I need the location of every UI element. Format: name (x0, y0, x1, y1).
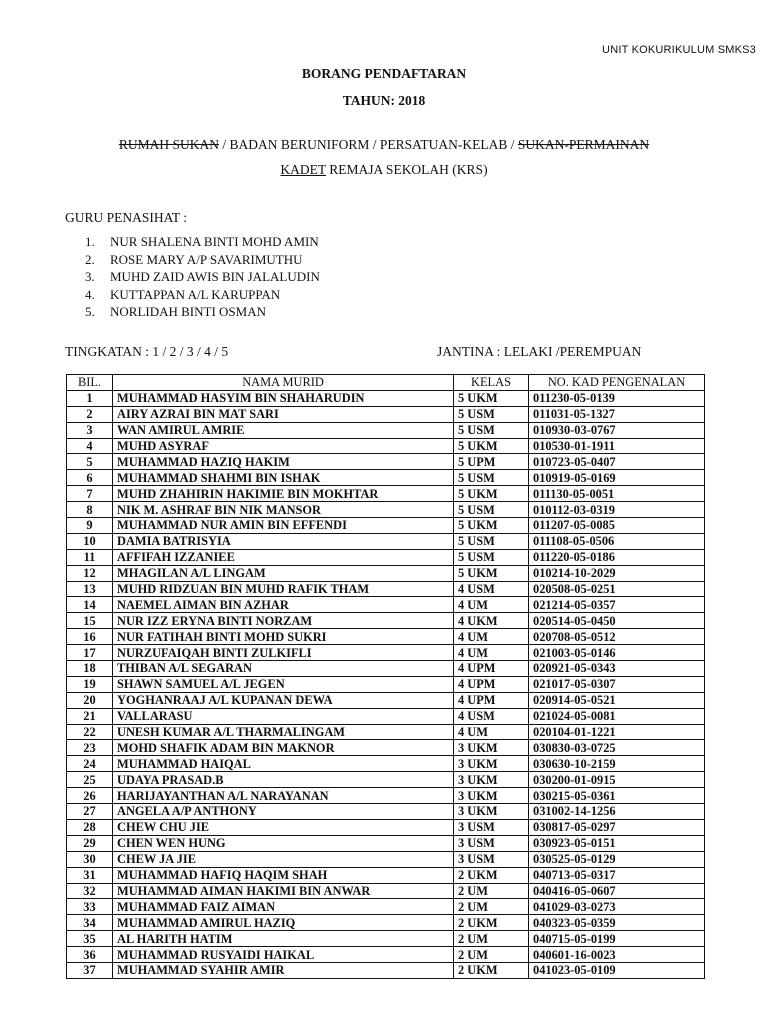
cell-bil: 29 (67, 835, 113, 851)
cell-kelas: 3 UKM (454, 772, 529, 788)
cell-bil: 33 (67, 899, 113, 915)
cell-nama-murid: MUHD ASYRAF (113, 438, 454, 454)
cell-nama-murid: NURZUFAIQAH BINTI ZULKIFLI (113, 645, 454, 661)
cell-bil: 28 (67, 819, 113, 835)
advisor-name: NORLIDAH BINTI OSMAN (110, 304, 266, 319)
cell-nama-murid: MUHAMMAD SYAHIR AMIR (113, 962, 454, 978)
cell-ic-number: 030630-10-2159 (529, 756, 705, 772)
table-row (67, 740, 705, 756)
cell-bil: 20 (67, 692, 113, 708)
cell-kelas: 5 USM (454, 549, 529, 565)
cell-kelas: 5 UKM (454, 518, 529, 534)
cell-ic-number: 030817-05-0297 (529, 819, 705, 835)
cell-ic-number: 011220-05-0186 (529, 549, 705, 565)
cell-ic-number: 010214-10-2029 (529, 565, 705, 581)
cell-nama-murid: MUHAMMAD RUSYAIDI HAIKAL (113, 947, 454, 963)
cell-kelas: 4 UM (454, 724, 529, 740)
table-row (67, 804, 705, 820)
cell-ic-number: 021214-05-0357 (529, 597, 705, 613)
cell-nama-murid: CHEW JA JIE (113, 851, 454, 867)
table-row (67, 565, 705, 581)
cell-bil: 13 (67, 581, 113, 597)
cell-nama-murid: AIRY AZRAI BIN MAT SARI (113, 406, 454, 422)
cell-ic-number: 021024-05-0081 (529, 708, 705, 724)
cell-bil: 7 (67, 486, 113, 502)
cell-kelas: 2 UKM (454, 962, 529, 978)
advisor-number: 1. (85, 234, 95, 249)
cell-nama-murid: MUHD RIDZUAN BIN MUHD RAFIK THAM (113, 581, 454, 597)
cell-ic-number: 011230-05-0139 (529, 390, 705, 406)
cell-bil: 2 (67, 406, 113, 422)
table-row (67, 549, 705, 565)
cell-bil: 6 (67, 470, 113, 486)
table-row (67, 692, 705, 708)
table-row (67, 597, 705, 613)
table-row (67, 486, 705, 502)
cell-bil: 36 (67, 947, 113, 963)
cell-nama-murid: VALLARASU (113, 708, 454, 724)
cell-bil: 34 (67, 915, 113, 931)
cell-nama-murid: MOHD SHAFIK ADAM BIN MAKNOR (113, 740, 454, 756)
cell-kelas: 5 UPM (454, 454, 529, 470)
cell-ic-number: 020914-05-0521 (529, 692, 705, 708)
cell-kelas: 2 UKM (454, 915, 529, 931)
cell-bil: 17 (67, 645, 113, 661)
table-row (67, 422, 705, 438)
table-row (67, 819, 705, 835)
table-row (67, 438, 705, 454)
cell-bil: 1 (67, 390, 113, 406)
table-row (67, 947, 705, 963)
cell-kelas: 4 UPM (454, 692, 529, 708)
table-row (67, 851, 705, 867)
cell-kelas: 4 UM (454, 629, 529, 645)
cell-kelas: 4 UPM (454, 661, 529, 677)
cell-nama-murid: SHAWN SAMUEL A/L JEGEN (113, 676, 454, 692)
table-row (67, 533, 705, 549)
gender-field: JANTINA : LELAKI /PEREMPUAN (437, 344, 642, 359)
table-row (67, 772, 705, 788)
cell-nama-murid: NAEMEL AIMAN BIN AZHAR (113, 597, 454, 613)
category-middle: / BADAN BERUNIFORM / PERSATUAN-KELAB / (218, 137, 518, 152)
cell-kelas: 4 UM (454, 597, 529, 613)
cell-bil: 15 (67, 613, 113, 629)
club-kadet: KADET (280, 162, 326, 177)
table-row (67, 756, 705, 772)
table-row (67, 708, 705, 724)
cell-bil: 10 (67, 533, 113, 549)
cell-nama-murid: NIK M. ASHRAF BIN NIK MANSOR (113, 502, 454, 518)
registration-table (66, 374, 705, 979)
cell-nama-murid: THIBAN A/L SEGARAN (113, 661, 454, 677)
table-row (67, 676, 705, 692)
cell-ic-number: 041023-05-0109 (529, 962, 705, 978)
table-row (67, 581, 705, 597)
table-row (67, 883, 705, 899)
advisor-number: 4. (85, 286, 95, 302)
cell-ic-number: 010530-01-1911 (529, 438, 705, 454)
table-row (67, 962, 705, 978)
form-level: TINGKATAN : 1 / 2 / 3 / 4 / 5 (65, 344, 229, 359)
cell-kelas: 5 USM (454, 406, 529, 422)
cell-nama-murid: MUHAMMAD HASYIM BIN SHAHARUDIN (113, 390, 454, 406)
cell-nama-murid: AFFIFAH IZZANIEE (113, 549, 454, 565)
header-no-kad-pengenalan: NO. KAD PENGENALAN (529, 375, 705, 391)
cell-bil: 22 (67, 724, 113, 740)
club-name (0, 162, 768, 178)
table-row (67, 661, 705, 677)
cell-bil: 3 (67, 422, 113, 438)
cell-ic-number: 020508-05-0251 (529, 581, 705, 597)
table-row (67, 502, 705, 518)
table-header-row (67, 375, 705, 391)
table-row (67, 470, 705, 486)
cell-kelas: 5 USM (454, 422, 529, 438)
cell-nama-murid: ANGELA A/P ANTHONY (113, 804, 454, 820)
advisor-label: GURU PENASIHAT : (65, 210, 188, 225)
cell-nama-murid: MHAGILAN A/L LINGAM (113, 565, 454, 581)
cell-ic-number: 040323-05-0359 (529, 915, 705, 931)
cell-kelas: 5 UKM (454, 438, 529, 454)
category-rumah-sukan: RUMAH SUKAN (118, 137, 219, 152)
cell-ic-number: 030830-03-0725 (529, 740, 705, 756)
cell-ic-number: 040715-05-0199 (529, 931, 705, 947)
category-line (0, 137, 768, 153)
advisor-item (85, 233, 320, 251)
cell-kelas: 4 USM (454, 581, 529, 597)
cell-kelas: 3 UKM (454, 788, 529, 804)
cell-kelas: 2 UKM (454, 867, 529, 883)
cell-nama-murid: MUHAMMAD HAIQAL (113, 756, 454, 772)
cell-kelas: 3 USM (454, 835, 529, 851)
advisor-number: 3. (85, 269, 95, 284)
cell-nama-murid: CHEW CHU JIE (113, 819, 454, 835)
cell-bil: 14 (67, 597, 113, 613)
cell-bil: 8 (67, 502, 113, 518)
cell-bil: 16 (67, 629, 113, 645)
cell-bil: 37 (67, 962, 113, 978)
cell-nama-murid: MUHAMMAD NUR AMIN BIN EFFENDI (113, 518, 454, 534)
cell-nama-murid: MUHAMMAD AMIRUL HAZIQ (113, 915, 454, 931)
cell-kelas: 5 UKM (454, 486, 529, 502)
cell-nama-murid: NUR FATIHAH BINTI MOHD SUKRI (113, 629, 454, 645)
cell-bil: 9 (67, 518, 113, 534)
cell-kelas: 2 UM (454, 883, 529, 899)
advisor-name: NUR SHALENA BINTI MOHD AMIN (110, 234, 319, 249)
advisor-number: 5. (85, 304, 95, 319)
cell-ic-number: 031002-14-1256 (529, 804, 705, 820)
cell-ic-number: 021017-05-0307 (529, 676, 705, 692)
cell-kelas: 5 UKM (454, 390, 529, 406)
cell-bil: 4 (67, 438, 113, 454)
cell-ic-number: 020514-05-0450 (529, 613, 705, 629)
cell-nama-murid: HARIJAYANTHAN A/L NARAYANAN (113, 788, 454, 804)
cell-ic-number: 030923-05-0151 (529, 835, 705, 851)
advisor-name: KUTTAPPAN A/L KARUPPAN (110, 286, 281, 302)
cell-ic-number: 030200-01-0915 (529, 772, 705, 788)
cell-ic-number: 010112-03-0319 (529, 502, 705, 518)
form-year: TAHUN: 2018 (342, 93, 426, 108)
advisor-item (85, 303, 320, 321)
advisor-list (85, 233, 320, 321)
cell-bil: 23 (67, 740, 113, 756)
advisor-name: ROSE MARY A/P SAVARIMUTHU (110, 251, 303, 267)
cell-nama-murid: YOGHANRAAJ A/L KUPANAN DEWA (113, 692, 454, 708)
table-row (67, 915, 705, 931)
cell-nama-murid: MUHAMMAD HAFIQ HAQIM SHAH (113, 867, 454, 883)
cell-bil: 27 (67, 804, 113, 820)
cell-kelas: 5 USM (454, 533, 529, 549)
cell-ic-number: 020921-05-0343 (529, 661, 705, 677)
cell-kelas: 5 USM (454, 470, 529, 486)
cell-bil: 26 (67, 788, 113, 804)
cell-kelas: 4 UM (454, 645, 529, 661)
cell-ic-number: 020708-05-0512 (529, 629, 705, 645)
cell-bil: 30 (67, 851, 113, 867)
cell-ic-number: 040601-16-0023 (529, 947, 705, 963)
cell-ic-number: 010930-03-0767 (529, 422, 705, 438)
header-nama-murid: NAMA MURID (113, 375, 454, 391)
cell-bil: 31 (67, 867, 113, 883)
form-title: BORANG PENDAFTARAN (301, 66, 467, 81)
cell-nama-murid: CHEN WEN HUNG (113, 835, 454, 851)
cell-ic-number: 011108-05-0506 (529, 533, 705, 549)
cell-ic-number: 020104-01-1221 (529, 724, 705, 740)
category-sukan-permainan: SUKAN-PERMAINAN (517, 137, 650, 152)
table-row (67, 835, 705, 851)
table-row (67, 406, 705, 422)
table-row (67, 629, 705, 645)
cell-ic-number: 040416-05-0607 (529, 883, 705, 899)
table-row (67, 724, 705, 740)
cell-kelas: 3 UKM (454, 756, 529, 772)
cell-nama-murid: UDAYA PRASAD.B (113, 772, 454, 788)
advisor-number: 2. (85, 251, 95, 267)
cell-ic-number: 010919-05-0169 (529, 470, 705, 486)
cell-nama-murid: WAN AMIRUL AMRIE (113, 422, 454, 438)
table-row (67, 613, 705, 629)
cell-kelas: 2 UM (454, 931, 529, 947)
cell-bil: 32 (67, 883, 113, 899)
cell-kelas: 3 UKM (454, 804, 529, 820)
cell-bil: 35 (67, 931, 113, 947)
cell-kelas: 4 UPM (454, 676, 529, 692)
advisor-item (85, 251, 320, 269)
cell-nama-murid: MUHD ZHAHIRIN HAKIMIE BIN MOKHTAR (113, 486, 454, 502)
cell-ic-number: 021003-05-0146 (529, 645, 705, 661)
cell-bil: 12 (67, 565, 113, 581)
table-row (67, 454, 705, 470)
cell-nama-murid: MUHAMMAD FAIZ AIMAN (113, 899, 454, 915)
table-row (67, 788, 705, 804)
cell-kelas: 4 USM (454, 708, 529, 724)
cell-nama-murid: UNESH KUMAR A/L THARMALINGAM (113, 724, 454, 740)
cell-bil: 21 (67, 708, 113, 724)
cell-bil: 11 (67, 549, 113, 565)
table-row (67, 390, 705, 406)
cell-nama-murid: DAMIA BATRISYIA (113, 533, 454, 549)
cell-ic-number: 011031-05-1327 (529, 406, 705, 422)
cell-ic-number: 011130-05-0051 (529, 486, 705, 502)
table-body (67, 390, 705, 978)
cell-ic-number: 011207-05-0085 (529, 518, 705, 534)
table-row (67, 645, 705, 661)
unit-header: UNIT KOKURIKULUM SMKS3 (602, 44, 756, 56)
cell-bil: 25 (67, 772, 113, 788)
cell-bil: 5 (67, 454, 113, 470)
cell-ic-number: 030525-05-0129 (529, 851, 705, 867)
table-row (67, 518, 705, 534)
cell-nama-murid: AL HARITH HATIM (113, 931, 454, 947)
cell-kelas: 3 USM (454, 851, 529, 867)
cell-kelas: 3 USM (454, 819, 529, 835)
cell-ic-number: 010723-05-0407 (529, 454, 705, 470)
table-row (67, 931, 705, 947)
cell-bil: 19 (67, 676, 113, 692)
advisor-item (85, 268, 320, 286)
cell-kelas: 2 UM (454, 899, 529, 915)
cell-kelas: 5 USM (454, 502, 529, 518)
cell-kelas: 5 UKM (454, 565, 529, 581)
cell-kelas: 3 UKM (454, 740, 529, 756)
cell-kelas: 4 UKM (454, 613, 529, 629)
advisor-name: MUHD ZAID AWIS BIN JALALUDIN (110, 269, 320, 284)
cell-bil: 18 (67, 661, 113, 677)
cell-nama-murid: MUHAMMAD HAZIQ HAKIM (113, 454, 454, 470)
cell-nama-murid: NUR IZZ ERYNA BINTI NORZAM (113, 613, 454, 629)
cell-ic-number: 041029-03-0273 (529, 899, 705, 915)
cell-nama-murid: MUHAMMAD SHAHMI BIN ISHAK (113, 470, 454, 486)
cell-ic-number: 040713-05-0317 (529, 867, 705, 883)
header-kelas: KELAS (454, 375, 529, 391)
cell-nama-murid: MUHAMMAD AIMAN HAKIMI BIN ANWAR (113, 883, 454, 899)
advisor-item (85, 286, 320, 304)
table-row (67, 867, 705, 883)
club-rest: REMAJA SEKOLAH (KRS) (325, 162, 488, 177)
cell-bil: 24 (67, 756, 113, 772)
cell-ic-number: 030215-05-0361 (529, 788, 705, 804)
header-bil: BIL. (67, 375, 113, 391)
cell-kelas: 2 UM (454, 947, 529, 963)
table-row (67, 899, 705, 915)
